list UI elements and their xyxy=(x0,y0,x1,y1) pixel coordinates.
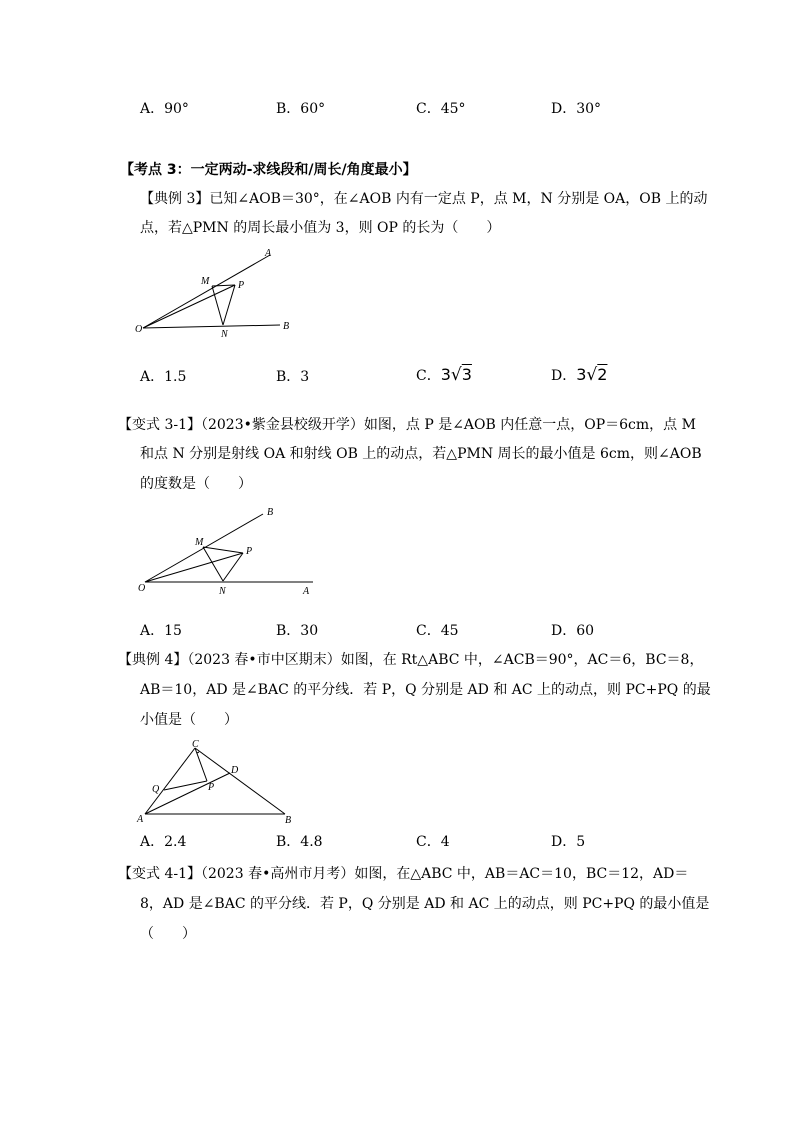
ex3-line1: 【典例 3】已知∠AOB＝30°，在∠AOB 内有一定点 P，点 M，N 分别是 OA，OB 上的动 xyxy=(140,191,708,207)
var31-line3: 的度数是（ ） xyxy=(140,476,252,492)
ex3-label-a: A xyxy=(265,248,272,259)
ex4-label-b: B xyxy=(285,815,292,826)
ex3-line2: 点，若△PMN 的周长最小值为 3，则 OP 的长为（ ） xyxy=(140,220,501,236)
ex3-label-o: O xyxy=(135,324,143,335)
var41-line1: 【变式 4-1】（2023 春•高州市月考）如图，在△ABC 中，AB＝AC＝10，BC＝12，AD＝ xyxy=(118,866,689,882)
ex4-label-c: C xyxy=(192,739,199,750)
var31-line1: 【变式 3-1】（2023•紫金县校级开学）如图，点 P 是∠AOB 内任意一点，OP＝6cm，点 M xyxy=(118,417,696,433)
option-a: A．90° xyxy=(140,101,189,117)
var31-label-p: P xyxy=(246,546,253,557)
var31-option-c: C．45 xyxy=(416,623,459,639)
section-title: 【考点 3：一定两动-求线段和/周长/角度最小】 xyxy=(120,162,417,178)
ex4-option-b: B．4.8 xyxy=(276,834,323,850)
var31-option-a: A．15 xyxy=(140,623,182,639)
ex3-label-m: M xyxy=(201,276,210,287)
var31-label-n: N xyxy=(219,586,226,597)
option-b: B．60° xyxy=(276,101,326,117)
ex4-line1: 【典例 4】（2023 春•市中区期末）如图，在 Rt△ABC 中，∠ACB＝90°，AC＝6，BC＝8， xyxy=(118,652,704,668)
ex3-option-a: A．1.5 xyxy=(140,369,187,385)
ex4-label-a: A xyxy=(137,814,144,825)
var31-figure xyxy=(135,505,325,600)
ex3-option-d: D．3√2 xyxy=(551,365,608,385)
ex3-label-p: P xyxy=(238,280,245,291)
ex3-figure xyxy=(135,245,305,340)
ex4-option-c: C．4 xyxy=(416,834,450,850)
var31-label-a: A xyxy=(303,586,310,597)
ex4-label-p: P xyxy=(208,782,215,793)
ex3-option-c: C．3√3 xyxy=(416,365,472,385)
option-d: D．30° xyxy=(551,101,602,117)
ex3-option-b: B．3 xyxy=(276,369,310,385)
ex3-label-b: B xyxy=(283,321,290,332)
var41-line2: 8，AD 是∠BAC 的平分线．若 P，Q 分别是 AD 和 AC 上的动点，则 PC+PQ 的最小值是 xyxy=(140,896,710,912)
ex4-line3: 小值是（ ） xyxy=(140,712,238,728)
option-c: C．45° xyxy=(416,101,466,117)
ex4-option-a: A．2.4 xyxy=(140,834,187,850)
var31-option-d: D．60 xyxy=(551,623,595,639)
ex4-option-d: D．5 xyxy=(551,834,586,850)
ex4-line2: AB＝10，AD 是∠BAC 的平分线．若 P，Q 分别是 AD 和 AC 上的动点，则 PC+PQ 的最 xyxy=(140,682,711,698)
var31-label-b: B xyxy=(267,507,274,518)
var31-option-b: B．30 xyxy=(276,623,319,639)
ex4-label-d: D xyxy=(231,765,239,776)
ex3-label-n: N xyxy=(221,329,228,340)
ex4-figure xyxy=(135,738,295,828)
ex4-label-q: Q xyxy=(152,784,160,795)
var41-line3: （ ） xyxy=(140,926,196,942)
var31-label-m: M xyxy=(195,537,204,548)
var31-label-o: O xyxy=(138,583,146,594)
var31-line2: 和点 N 分别是射线 OA 和射线 OB 上的动点，若△PMN 周长的最小值是 6cm，则∠AOB xyxy=(140,446,702,462)
